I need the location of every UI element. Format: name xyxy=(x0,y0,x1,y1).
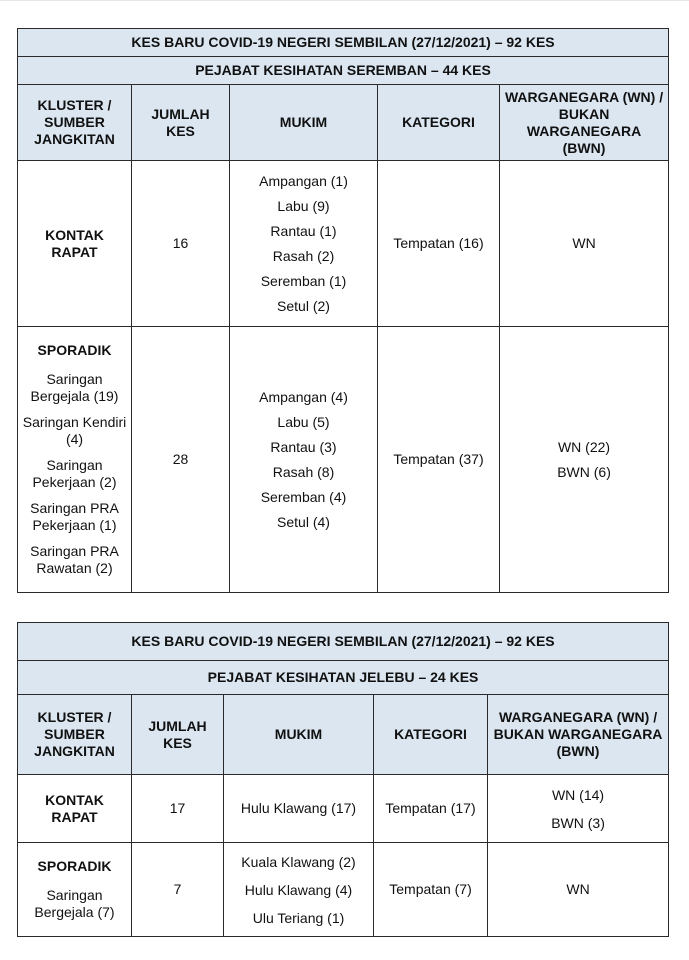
mukim-item: Kuala Klawang (2) xyxy=(241,853,356,870)
kategori-cell: Tempatan (17) xyxy=(374,775,488,843)
col-header-mukim: MUKIM xyxy=(224,695,374,775)
table-title: KES BARU COVID-19 NEGERI SEMBILAN (27/12/2021) – 92 KES xyxy=(18,29,669,57)
kategori-cell: Tempatan (16) xyxy=(378,161,500,327)
mukim-item: Rasah (8) xyxy=(272,463,335,480)
mukim-cell xyxy=(224,843,374,937)
kluster-sub-item: Saringan PRA Rawatan (2) xyxy=(30,543,119,576)
mukim-item: Rantau (3) xyxy=(270,438,337,455)
mukim-item: Setul (2) xyxy=(277,297,330,314)
mukim-item: Ampangan (1) xyxy=(259,172,348,189)
kluster-sub-item: Saringan PRA Pekerjaan (1) xyxy=(30,500,119,533)
table-row xyxy=(18,327,669,593)
kluster-cell xyxy=(18,843,132,937)
seremban-cases-table xyxy=(17,28,669,593)
mukim-cell xyxy=(230,327,378,593)
jumlah-cell: 28 xyxy=(132,327,230,593)
warganegara-item: WN (22) xyxy=(557,438,611,455)
table-subtitle: PEJABAT KESIHATAN SEREMBAN – 44 KES xyxy=(18,57,669,85)
kluster-sub-item: Saringan Bergejala (7) xyxy=(34,887,115,920)
table-subtitle: PEJABAT KESIHATAN JELEBU – 24 KES xyxy=(18,661,669,695)
warganegara-item: WN xyxy=(572,235,596,251)
col-header-kluster: KLUSTER / SUMBER JANGKITAN xyxy=(18,695,132,775)
col-header-kluster: KLUSTER / SUMBER JANGKITAN xyxy=(18,85,132,161)
warganegara-item: BWN (3) xyxy=(551,814,605,831)
col-header-mukim: MUKIM xyxy=(230,85,378,161)
kluster-sub-item: Saringan Bergejala (19) xyxy=(30,371,119,404)
warganegara-cell xyxy=(488,843,669,937)
col-header-jumlah: JUMLAH KES xyxy=(132,695,224,775)
warganegara-cell xyxy=(500,327,669,593)
mukim-item: Seremban (4) xyxy=(260,488,347,505)
kategori-cell: Tempatan (7) xyxy=(374,843,488,937)
table-title: KES BARU COVID-19 NEGERI SEMBILAN (27/12/2021) – 92 KES xyxy=(18,623,669,661)
mukim-cell xyxy=(230,161,378,327)
mukim-item: Ampangan (4) xyxy=(259,388,348,405)
col-header-kategori: KATEGORI xyxy=(378,85,500,161)
col-header-warganegara: WARGANEGARA (WN) / BUKAN WARGANEGARA (BWN) xyxy=(488,695,669,775)
warganegara-item: WN (14) xyxy=(551,786,605,803)
kluster-label: SPORADIK xyxy=(37,342,112,358)
mukim-item: Seremban (1) xyxy=(260,272,347,289)
mukim-item: Hulu Klawang (4) xyxy=(244,881,353,898)
warganegara-cell xyxy=(488,775,669,843)
page-edge xyxy=(0,0,689,1)
col-header-jumlah: JUMLAH KES xyxy=(132,85,230,161)
col-header-kategori: KATEGORI xyxy=(374,695,488,775)
mukim-item: Labu (9) xyxy=(277,197,330,214)
table-row xyxy=(18,775,669,843)
kluster-sub-item: Saringan Kendiri (4) xyxy=(22,414,127,447)
jumlah-cell: 16 xyxy=(132,161,230,327)
mukim-item: Hulu Klawang (17) xyxy=(240,800,357,816)
mukim-item: Labu (5) xyxy=(277,413,330,430)
table-row xyxy=(18,161,669,327)
kluster-cell: KONTAK RAPAT xyxy=(18,161,132,327)
warganegara-item: WN xyxy=(566,881,590,897)
kluster-cell xyxy=(18,327,132,593)
mukim-item: Rasah (2) xyxy=(272,247,335,264)
kluster-label: SPORADIK xyxy=(37,858,112,874)
mukim-item: Ulu Teriang (1) xyxy=(252,909,345,926)
mukim-item: Setul (4) xyxy=(277,513,330,530)
warganegara-cell xyxy=(500,161,669,327)
col-header-warganegara: WARGANEGARA (WN) / BUKAN WARGANEGARA (BWN) xyxy=(500,85,669,161)
kategori-cell: Tempatan (37) xyxy=(378,327,500,593)
mukim-cell xyxy=(224,775,374,843)
jumlah-cell: 7 xyxy=(132,843,224,937)
kluster-cell: KONTAK RAPAT xyxy=(18,775,132,843)
jumlah-cell: 17 xyxy=(132,775,224,843)
jelebu-cases-table xyxy=(17,622,669,937)
mukim-item: Rantau (1) xyxy=(270,222,337,239)
warganegara-item: BWN (6) xyxy=(557,463,611,480)
table-row xyxy=(18,843,669,937)
kluster-sub-item: Saringan Pekerjaan (2) xyxy=(32,457,117,490)
